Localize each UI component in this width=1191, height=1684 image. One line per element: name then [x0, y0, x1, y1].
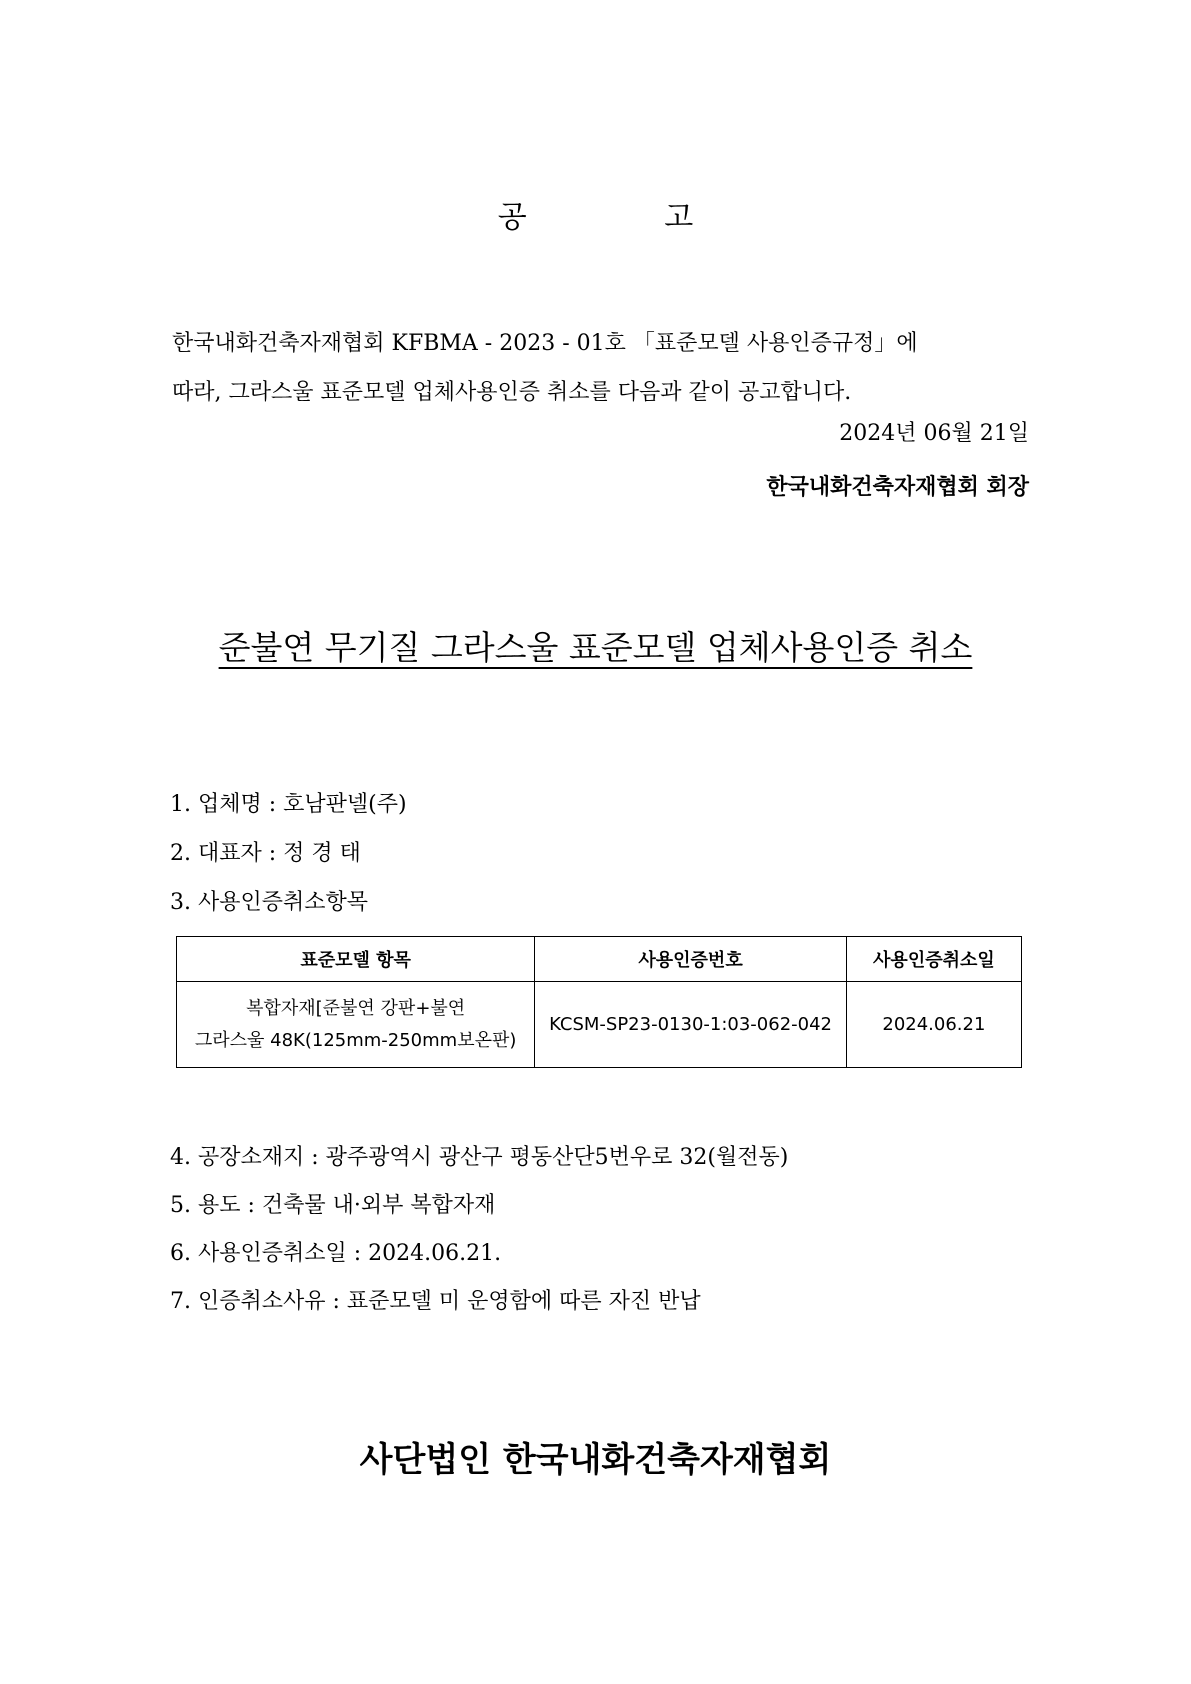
item-list-top — [170, 780, 407, 927]
certification-table — [176, 936, 1022, 1068]
intro-paragraph — [172, 319, 1030, 417]
item-cancel-items-label: 3. 사용인증취소항목 — [170, 890, 368, 915]
intro-line-2: 따라, 그라스울 표준모델 업체사용인증 취소를 다음과 같이 공고합니다. — [172, 380, 852, 405]
main-heading — [0, 622, 1191, 669]
item-representative: 2. 대표자 : 정 경 태 — [170, 841, 361, 866]
item-list-bottom — [170, 1134, 788, 1326]
item-usage: 5. 용도 : 건축물 내·외부 복합자재 — [170, 1193, 496, 1218]
table-header-row — [177, 937, 1022, 982]
intro-line-1: 한국내화건축자재협회 KFBMA - 2023 - 01호 「표준모델 사용인증규정」에 — [172, 331, 918, 356]
table-header-cert-number: 사용인증번호 — [535, 937, 847, 982]
table-cell-item-line-1: 복합자재[준불연 강판+불연 — [246, 997, 466, 1019]
table-header-item: 표준모델 항목 — [177, 937, 535, 982]
table-cell-item-line-2: 그라스울 48K(125mm-250mm보온판) — [194, 1029, 517, 1051]
notice-title: 공 고 — [497, 200, 758, 235]
table-row — [177, 982, 1022, 1068]
main-heading-text: 준불연 무기질 그라스울 표준모델 업체사용인증 취소 — [218, 628, 973, 667]
footer-organization: 사단법인 한국내화건축자재협회 — [359, 1440, 832, 1480]
item-cancel-reason: 7. 인증취소사유 : 표준모델 미 운영함에 따른 자진 반납 — [170, 1289, 701, 1314]
item-factory-location: 4. 공장소재지 : 광주광역시 광산구 평동산단5번우로 32(월전동) — [170, 1145, 789, 1170]
notice-date: 2024년 06월 21일 — [839, 421, 1029, 446]
table-cell-cancel-date: 2024.06.21 — [846, 982, 1021, 1068]
table-header-cancel-date: 사용인증취소일 — [846, 937, 1021, 982]
table-cell-item — [177, 982, 535, 1068]
table-cell-cert-number: KCSM-SP23-0130-1:03-062-042 — [535, 982, 847, 1068]
item-cancel-date: 6. 사용인증취소일 : 2024.06.21. — [170, 1241, 502, 1266]
item-company-name: 1. 업체명 : 호남판넬(주) — [170, 792, 407, 817]
signatory: 한국내화건축자재협회 회장 — [766, 475, 1029, 500]
